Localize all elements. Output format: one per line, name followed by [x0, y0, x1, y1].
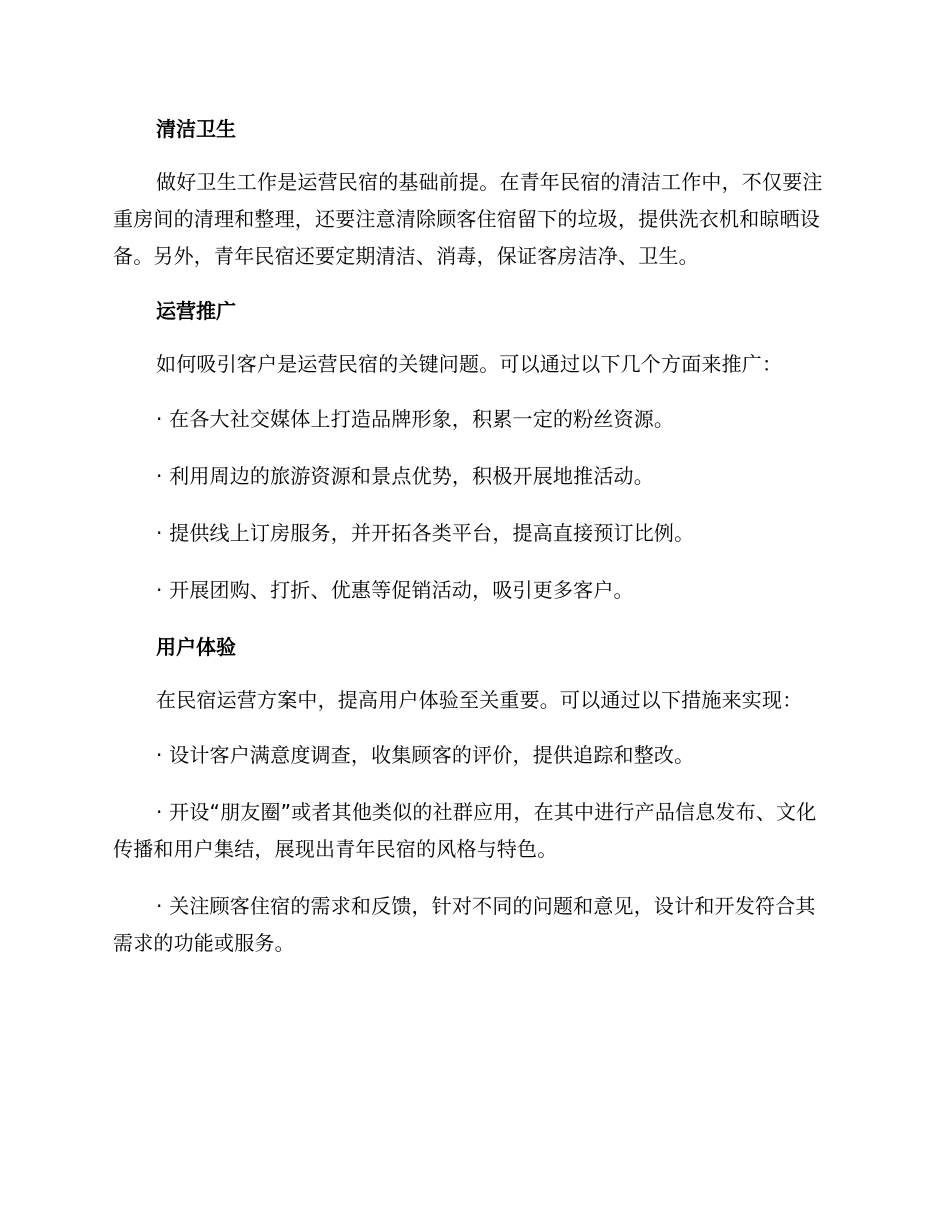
section-heading-cleaning: 清洁卫生	[156, 117, 236, 141]
section-heading-promotion: 运营推广	[156, 299, 236, 323]
list-item: · 提供线上订房服务，并开拓各类平台，提高直接预订比例。	[156, 521, 695, 545]
list-item: · 开展团购、打折、优惠等促销活动，吸引更多客户。	[156, 578, 634, 602]
list-item: · 利用周边的旅游资源和景点优势，积极开展地推活动。	[156, 464, 654, 488]
list-item: · 关注顾客住宿的需求和反馈，针对不同的问题和意见，设计和开发符合其需求的功能或服务。	[113, 894, 816, 955]
list-item: · 设计客户满意度调查，收集顾客的评价，提供追踪和整改。	[156, 743, 695, 767]
section-paragraph-promotion: 如何吸引客户是运营民宿的关键问题。可以通过以下几个方面来推广：	[156, 352, 783, 376]
section-paragraph-user-experience: 在民宿运营方案中，提高用户体验至关重要。可以通过以下措施来实现：	[156, 688, 803, 712]
section-heading-user-experience: 用户体验	[156, 635, 236, 659]
section-paragraph-cleaning: 做好卫生工作是运营民宿的基础前提。在青年民宿的清洁工作中，不仅要注重房间的清理和整理，还要注意清除顾客住宿留下的垃圾，提供洗衣机和晾晒设备。另外，青年民宿还要定期清洁、消毒，保证客房洁净、卫生。	[113, 170, 823, 268]
document-page	[113, 111, 833, 982]
list-item: · 在各大社交媒体上打造品牌形象，积累一定的粉丝资源。	[156, 407, 675, 431]
list-item: · 开设“朋友圈”或者其他类似的社群应用，在其中进行产品信息发布、文化传播和用户集结，展现出青年民宿的风格与特色。	[113, 800, 817, 861]
